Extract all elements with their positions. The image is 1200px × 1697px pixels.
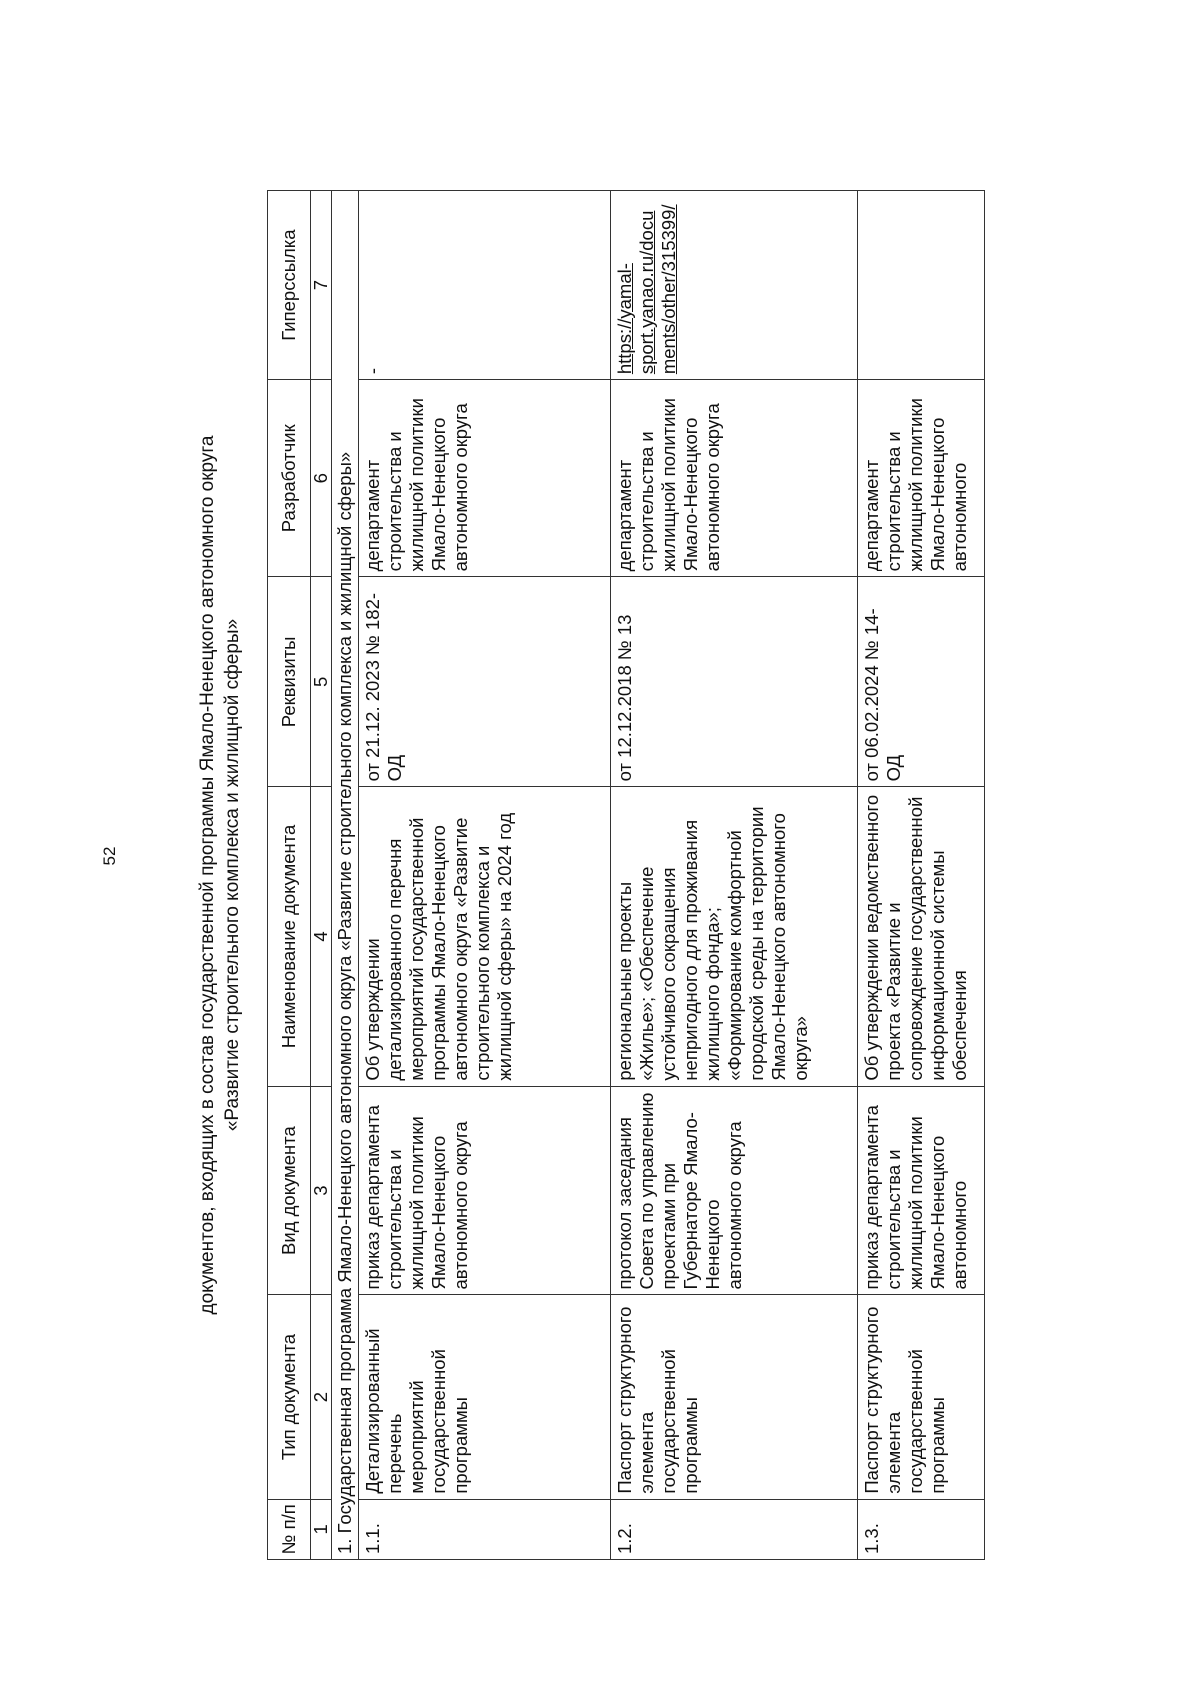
document-details: [858, 577, 985, 787]
column-number: 4: [311, 787, 332, 1086]
documents-table: [267, 190, 985, 1560]
document-title: [195, 190, 245, 1560]
column-number: 3: [311, 1086, 332, 1295]
cell-text: Паспорт структурного элемента государственной программы: [861, 1306, 948, 1494]
header-cell: Наименование документа: [268, 787, 311, 1086]
table-row: [611, 191, 858, 1560]
hyperlink[interactable]: https://yamal-sport.yanao.ru/documents/other/315399/: [614, 204, 679, 375]
cell-text: 1.3.: [861, 1523, 882, 1554]
document-kind: приказ департамента строительства и жилищной политики Ямало-Ненецкого автономного округа: [359, 1086, 611, 1295]
header-cell: Тип документа: [268, 1295, 311, 1499]
table-row: [359, 191, 611, 1560]
document-developer: [858, 380, 985, 577]
document-link-cell: [611, 191, 858, 380]
table-row: [858, 191, 985, 1560]
row-number: 1.1.: [359, 1499, 611, 1559]
document-type: Детализированный перечень мероприятий государственной программы: [359, 1295, 611, 1499]
document-kind: протокол заседания Совета по управлению проектами при Губернаторе Ямало-Ненецкого автономного округа: [611, 1086, 858, 1295]
column-number: 6: [311, 380, 332, 577]
cell-text: от 06.02.2024 № 14-ОД: [861, 608, 904, 782]
document-name: [858, 787, 985, 1086]
document-type: Паспорт структурного элемента государственной программы: [611, 1295, 858, 1499]
column-number: 5: [311, 577, 332, 787]
section-title: 1. Государственная программа Ямало-Ненецкого автономного округа «Развитие строительного комплекса и жилищной сферы»: [332, 191, 359, 1560]
section-row: [332, 191, 359, 1560]
document-developer: департамент строительства и жилищной политики Ямало-Ненецкого автономного округа: [359, 380, 611, 577]
cell-text: приказ департамента строительства и жилищной политики Ямало-Ненецкого автономного: [861, 1105, 970, 1290]
column-number: 1: [311, 1499, 332, 1559]
header-cell: Гиперссылка: [268, 191, 311, 380]
page-number: 52: [100, 846, 119, 866]
header-row: [268, 191, 311, 1560]
document-name: Об утверждении детализированного перечня мероприятий государственной программы Ямало-Ненецкого автономного округа «Развитие строительного комплекса и жилищной сферы» на 2024 год: [359, 787, 611, 1086]
header-cell: Разработчик: [268, 380, 311, 577]
document-details: от 21.12. 2023 № 182-ОД: [359, 577, 611, 787]
title-line-2: «Развитие строительного комплекса и жилищной сферы»: [222, 618, 243, 1132]
cell-text: департамент строительства и жилищной политики Ямало-Ненецкого автономного: [861, 398, 970, 572]
header-cell: Вид документа: [268, 1086, 311, 1295]
document-kind: [858, 1086, 985, 1295]
document-developer: департамент строительства и жилищной политики Ямало-Ненецкого автономного округа: [611, 380, 858, 577]
rotated-content: [195, 190, 1075, 1560]
document-link: -: [359, 191, 611, 380]
document-details: от 12.12.2018 № 13: [611, 577, 858, 787]
document-name: региональные проекты «Жилье»; «Обеспечение устойчивого сокращения непригодного для проживания жилищного фонда»; «Формирование комфортной городской среды на территории Ямало-Ненецкого автономного округа»: [611, 787, 858, 1086]
document-type: [858, 1295, 985, 1499]
document-link: [858, 191, 985, 380]
row-number: 1.2.: [611, 1499, 858, 1559]
row-number: [858, 1499, 985, 1559]
column-number-row: [311, 191, 332, 1560]
column-number: 7: [311, 191, 332, 380]
title-line-1: документов, входящих в состав государственной программы Ямало-Ненецкого автономного округа: [197, 435, 218, 1315]
header-cell: № п/п: [268, 1499, 311, 1559]
column-number: 2: [311, 1295, 332, 1499]
cell-text: Об утверждении ведомственного проекта «Развитие и сопровождение государственной информационной системы обеспечения: [861, 794, 970, 1081]
header-cell: Реквизиты: [268, 577, 311, 787]
